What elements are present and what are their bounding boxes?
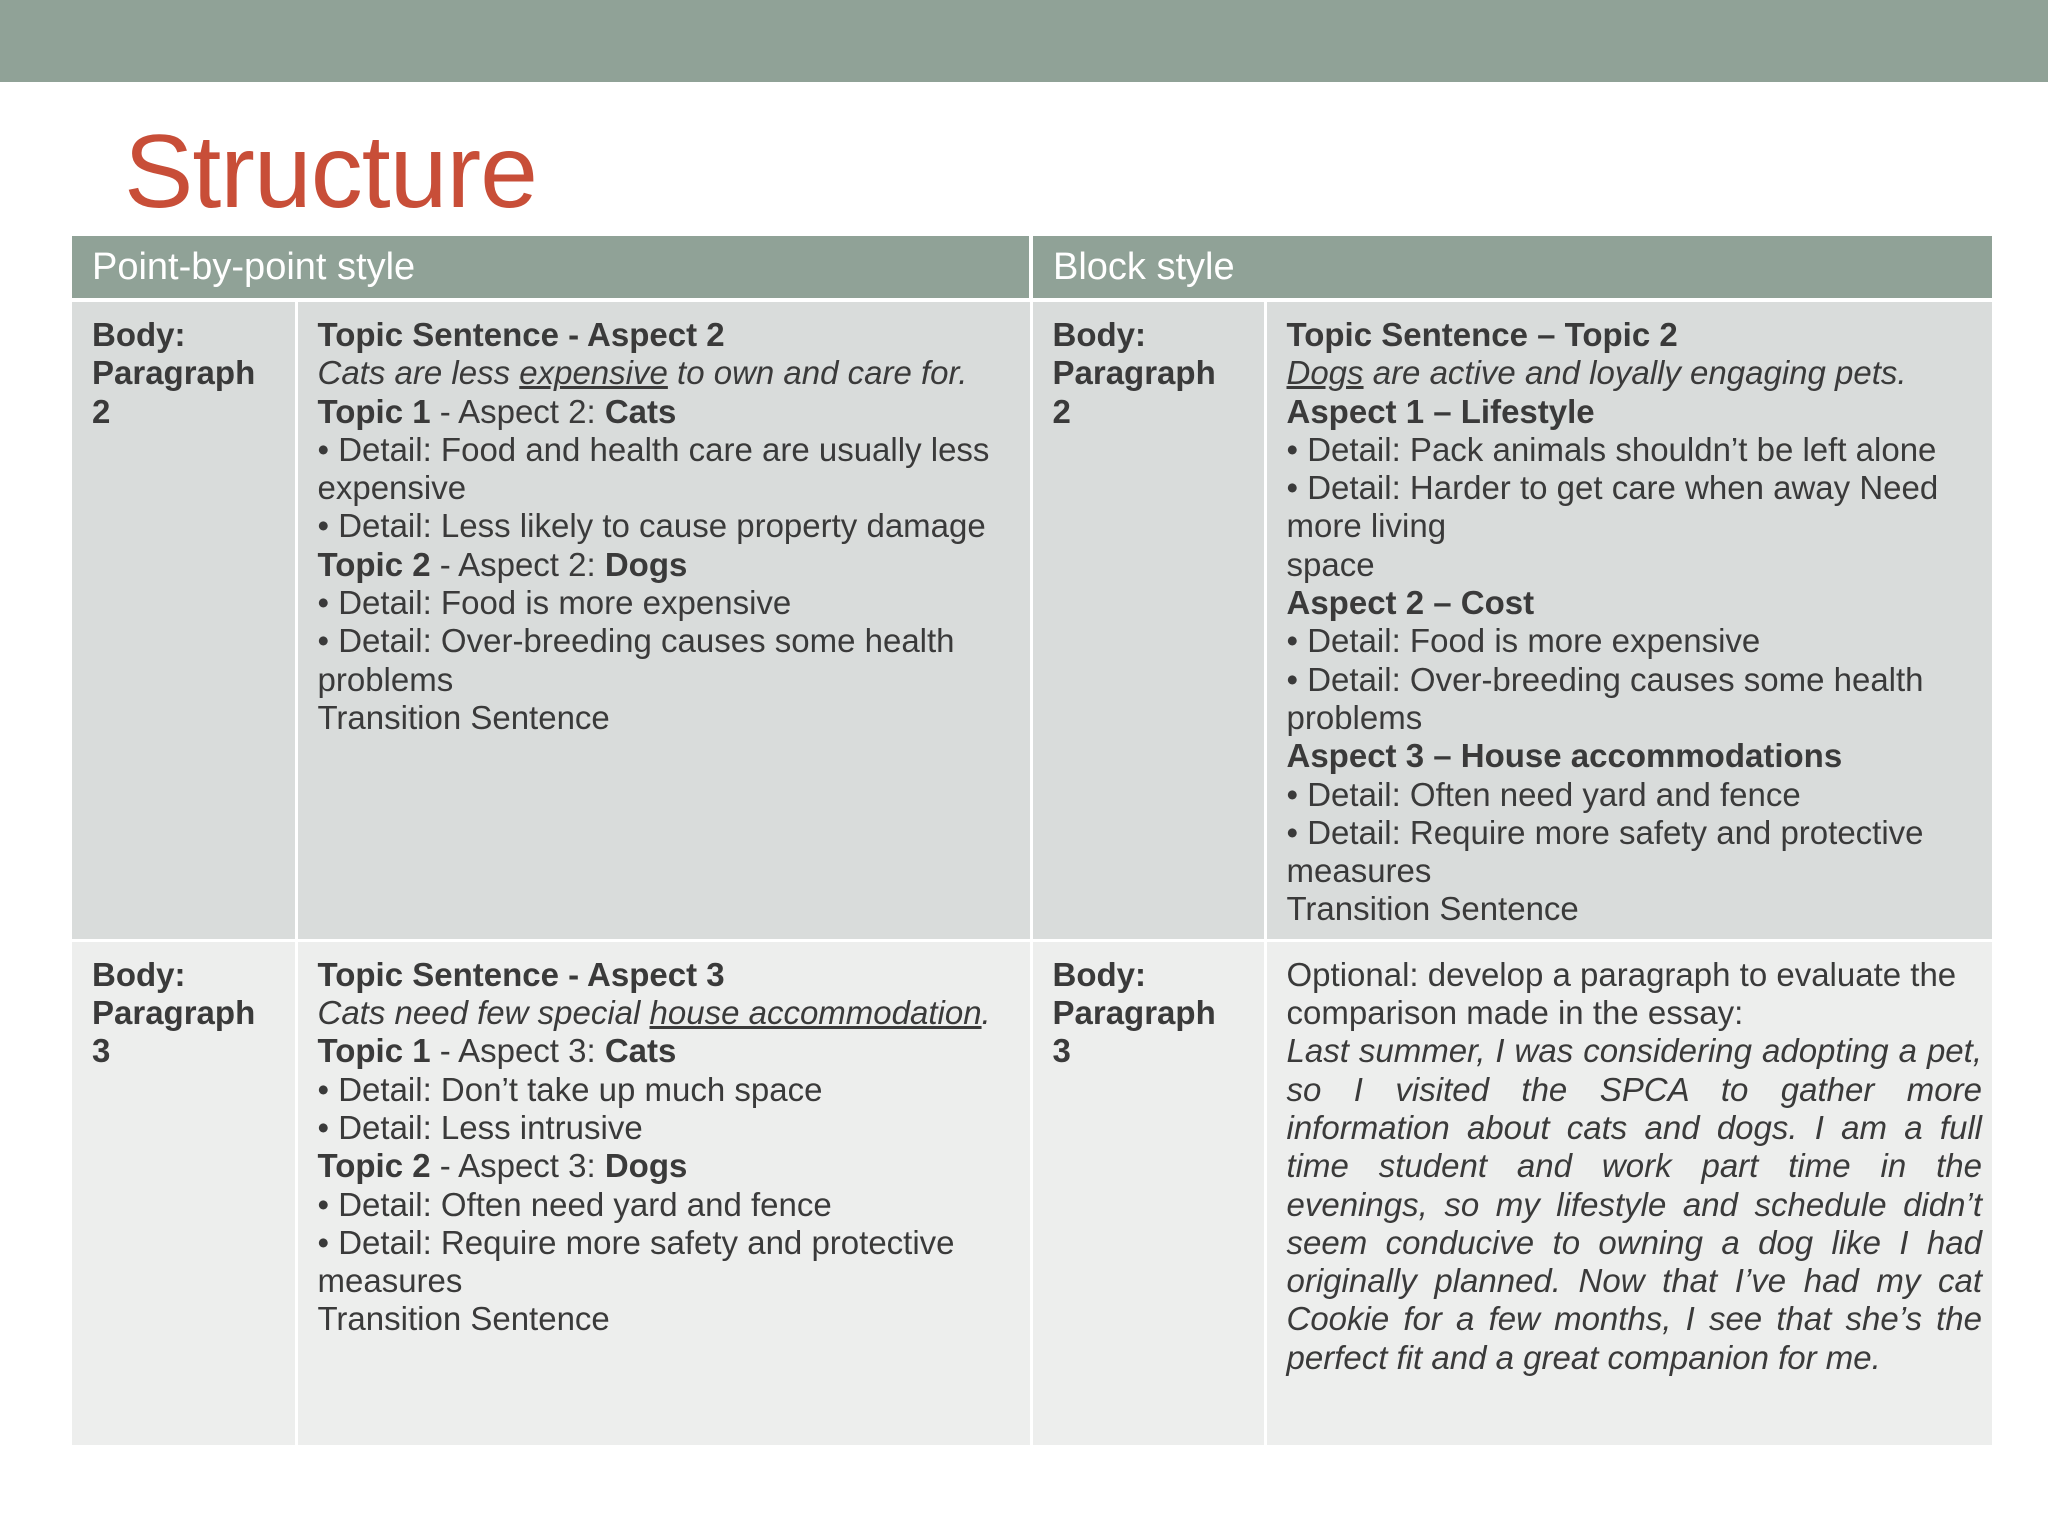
- topic-1-label: Topic 1: [317, 1032, 431, 1070]
- table-row: [72, 940, 1992, 1446]
- detail-item-continued: space: [1286, 545, 1375, 583]
- topic-sentence-text: [1287, 354, 1983, 392]
- block-paragraph-3-cell: [1265, 940, 1992, 1446]
- row-label-text: Body: Paragraph 3: [1052, 955, 1216, 1070]
- detail-item: • Detail: Require more safety and protective measures: [317, 1223, 955, 1300]
- topic-1-subject: Cats: [604, 392, 677, 430]
- detail-item: • Detail: Require more safety and protective measures: [1286, 813, 1924, 890]
- topic-sentence-text: [318, 354, 1020, 392]
- detail-item: • Detail: Harder to get care when away Need more living: [1286, 469, 1939, 545]
- example-paragraph: Last summer, I was considering adopting a pet, so I visited the SPCA to gather more information about cats and dogs. I am a full time student and work part time in the evenings, so my lifestyle and schedule didn’t seem conducive to owning a dog like I had originally planned. Now that I’ve had my cat Cookie for a few months, I see that she’s the perfect fit and a great companion for me.: [1286, 1032, 1982, 1376]
- detail-item: • Detail: Don’t take up much space: [317, 1070, 823, 1108]
- topic-1-subject: Cats: [604, 1032, 677, 1070]
- topic-2-label: Topic 2: [317, 1147, 431, 1185]
- detail-item: • Detail: Over-breeding causes some health problems: [1286, 660, 1924, 736]
- aspect-3-heading: Aspect 3 – House accommodations: [1286, 737, 1843, 775]
- transition-sentence: Transition Sentence: [317, 698, 610, 736]
- ts-underlined: Dogs: [1286, 354, 1364, 392]
- ts-pre: Cats need few special: [317, 994, 650, 1032]
- topic-sentence-heading: Topic Sentence - Aspect 3: [317, 955, 725, 993]
- header-block-style: Block style: [1031, 236, 1992, 300]
- ts-post: to own and care for.: [667, 354, 968, 392]
- ts-underlined: expensive: [519, 354, 668, 392]
- detail-item: • Detail: Food is more expensive: [317, 584, 792, 622]
- topic-1-aspect: - Aspect 3:: [430, 1032, 605, 1070]
- detail-text: • Detail: Less likely to cause property damage: [317, 507, 986, 545]
- row-label-paragraph-2: [72, 300, 296, 940]
- structure-table: [72, 236, 1992, 1448]
- detail-item: • Detail: Often need yard and fence: [1286, 775, 1801, 813]
- row-label-text: Body: Paragraph 2: [1052, 316, 1216, 430]
- topic-1-heading: [318, 393, 1020, 431]
- ts-post: are active and loyally engaging pets.: [1363, 354, 1907, 392]
- optional-note: Optional: develop a paragraph to evaluate the comparison made in the essay:: [1286, 955, 1957, 1032]
- header-point-by-point: Point-by-point style: [72, 236, 1031, 300]
- aspect-2-heading: Aspect 2 – Cost: [1286, 584, 1535, 622]
- row-label-paragraph-3: [72, 940, 296, 1446]
- detail-item: • Detail: Food is more expensive: [1286, 622, 1761, 660]
- ts-pre: Cats are less: [317, 354, 520, 392]
- row-label-paragraph-3-block: [1031, 940, 1265, 1446]
- detail-item: • Detail: Pack animals shouldn’t be left alone: [1286, 430, 1937, 468]
- topic-1-aspect: - Aspect 2:: [430, 392, 605, 430]
- pbp-paragraph-3-cell: [296, 940, 1031, 1446]
- detail-item: • Detail: Over-breeding causes some health problems: [317, 622, 955, 698]
- detail-item: • Detail: Less intrusive: [317, 1108, 643, 1146]
- topic-2-subject: Dogs: [604, 1147, 688, 1185]
- topic-2-label: Topic 2: [317, 545, 431, 583]
- topic-1-label: Topic 1: [317, 392, 431, 430]
- detail-item: • Detail: Food and health care are usually less expensive: [317, 430, 990, 507]
- topic-sentence-text: [318, 994, 1020, 1032]
- topic-2-subject: Dogs: [604, 545, 688, 583]
- detail-item: [318, 507, 1020, 584]
- topic-sentence-heading: Topic Sentence – Topic 2: [1286, 316, 1678, 353]
- transition-sentence: Transition Sentence: [1286, 890, 1579, 928]
- topic-2-aspect: - Aspect 3:: [430, 1147, 605, 1185]
- row-label-paragraph-2-block: [1031, 300, 1265, 940]
- ts-post: .: [981, 994, 991, 1032]
- pbp-paragraph-2-cell: [296, 300, 1031, 940]
- block-paragraph-2-cell: [1265, 300, 1992, 940]
- row-label-text: Body: Paragraph 2: [92, 316, 256, 430]
- topic-2-aspect: - Aspect 2:: [430, 545, 605, 583]
- topic-sentence-heading: Topic Sentence - Aspect 2: [317, 316, 725, 353]
- topic-2-heading: [318, 1147, 1020, 1185]
- ts-underlined: house accommodation: [649, 994, 982, 1032]
- transition-sentence: Transition Sentence: [317, 1300, 610, 1338]
- aspect-1-heading: Aspect 1 – Lifestyle: [1286, 392, 1595, 430]
- row-label-text: Body: Paragraph 3: [92, 955, 256, 1070]
- topic-1-heading: [318, 1032, 1020, 1070]
- slide-title: Structure: [124, 114, 537, 230]
- header-row: [72, 236, 1992, 300]
- table-row: [72, 300, 1992, 940]
- detail-item: • Detail: Often need yard and fence: [317, 1185, 832, 1223]
- top-accent-bar: [0, 0, 2048, 82]
